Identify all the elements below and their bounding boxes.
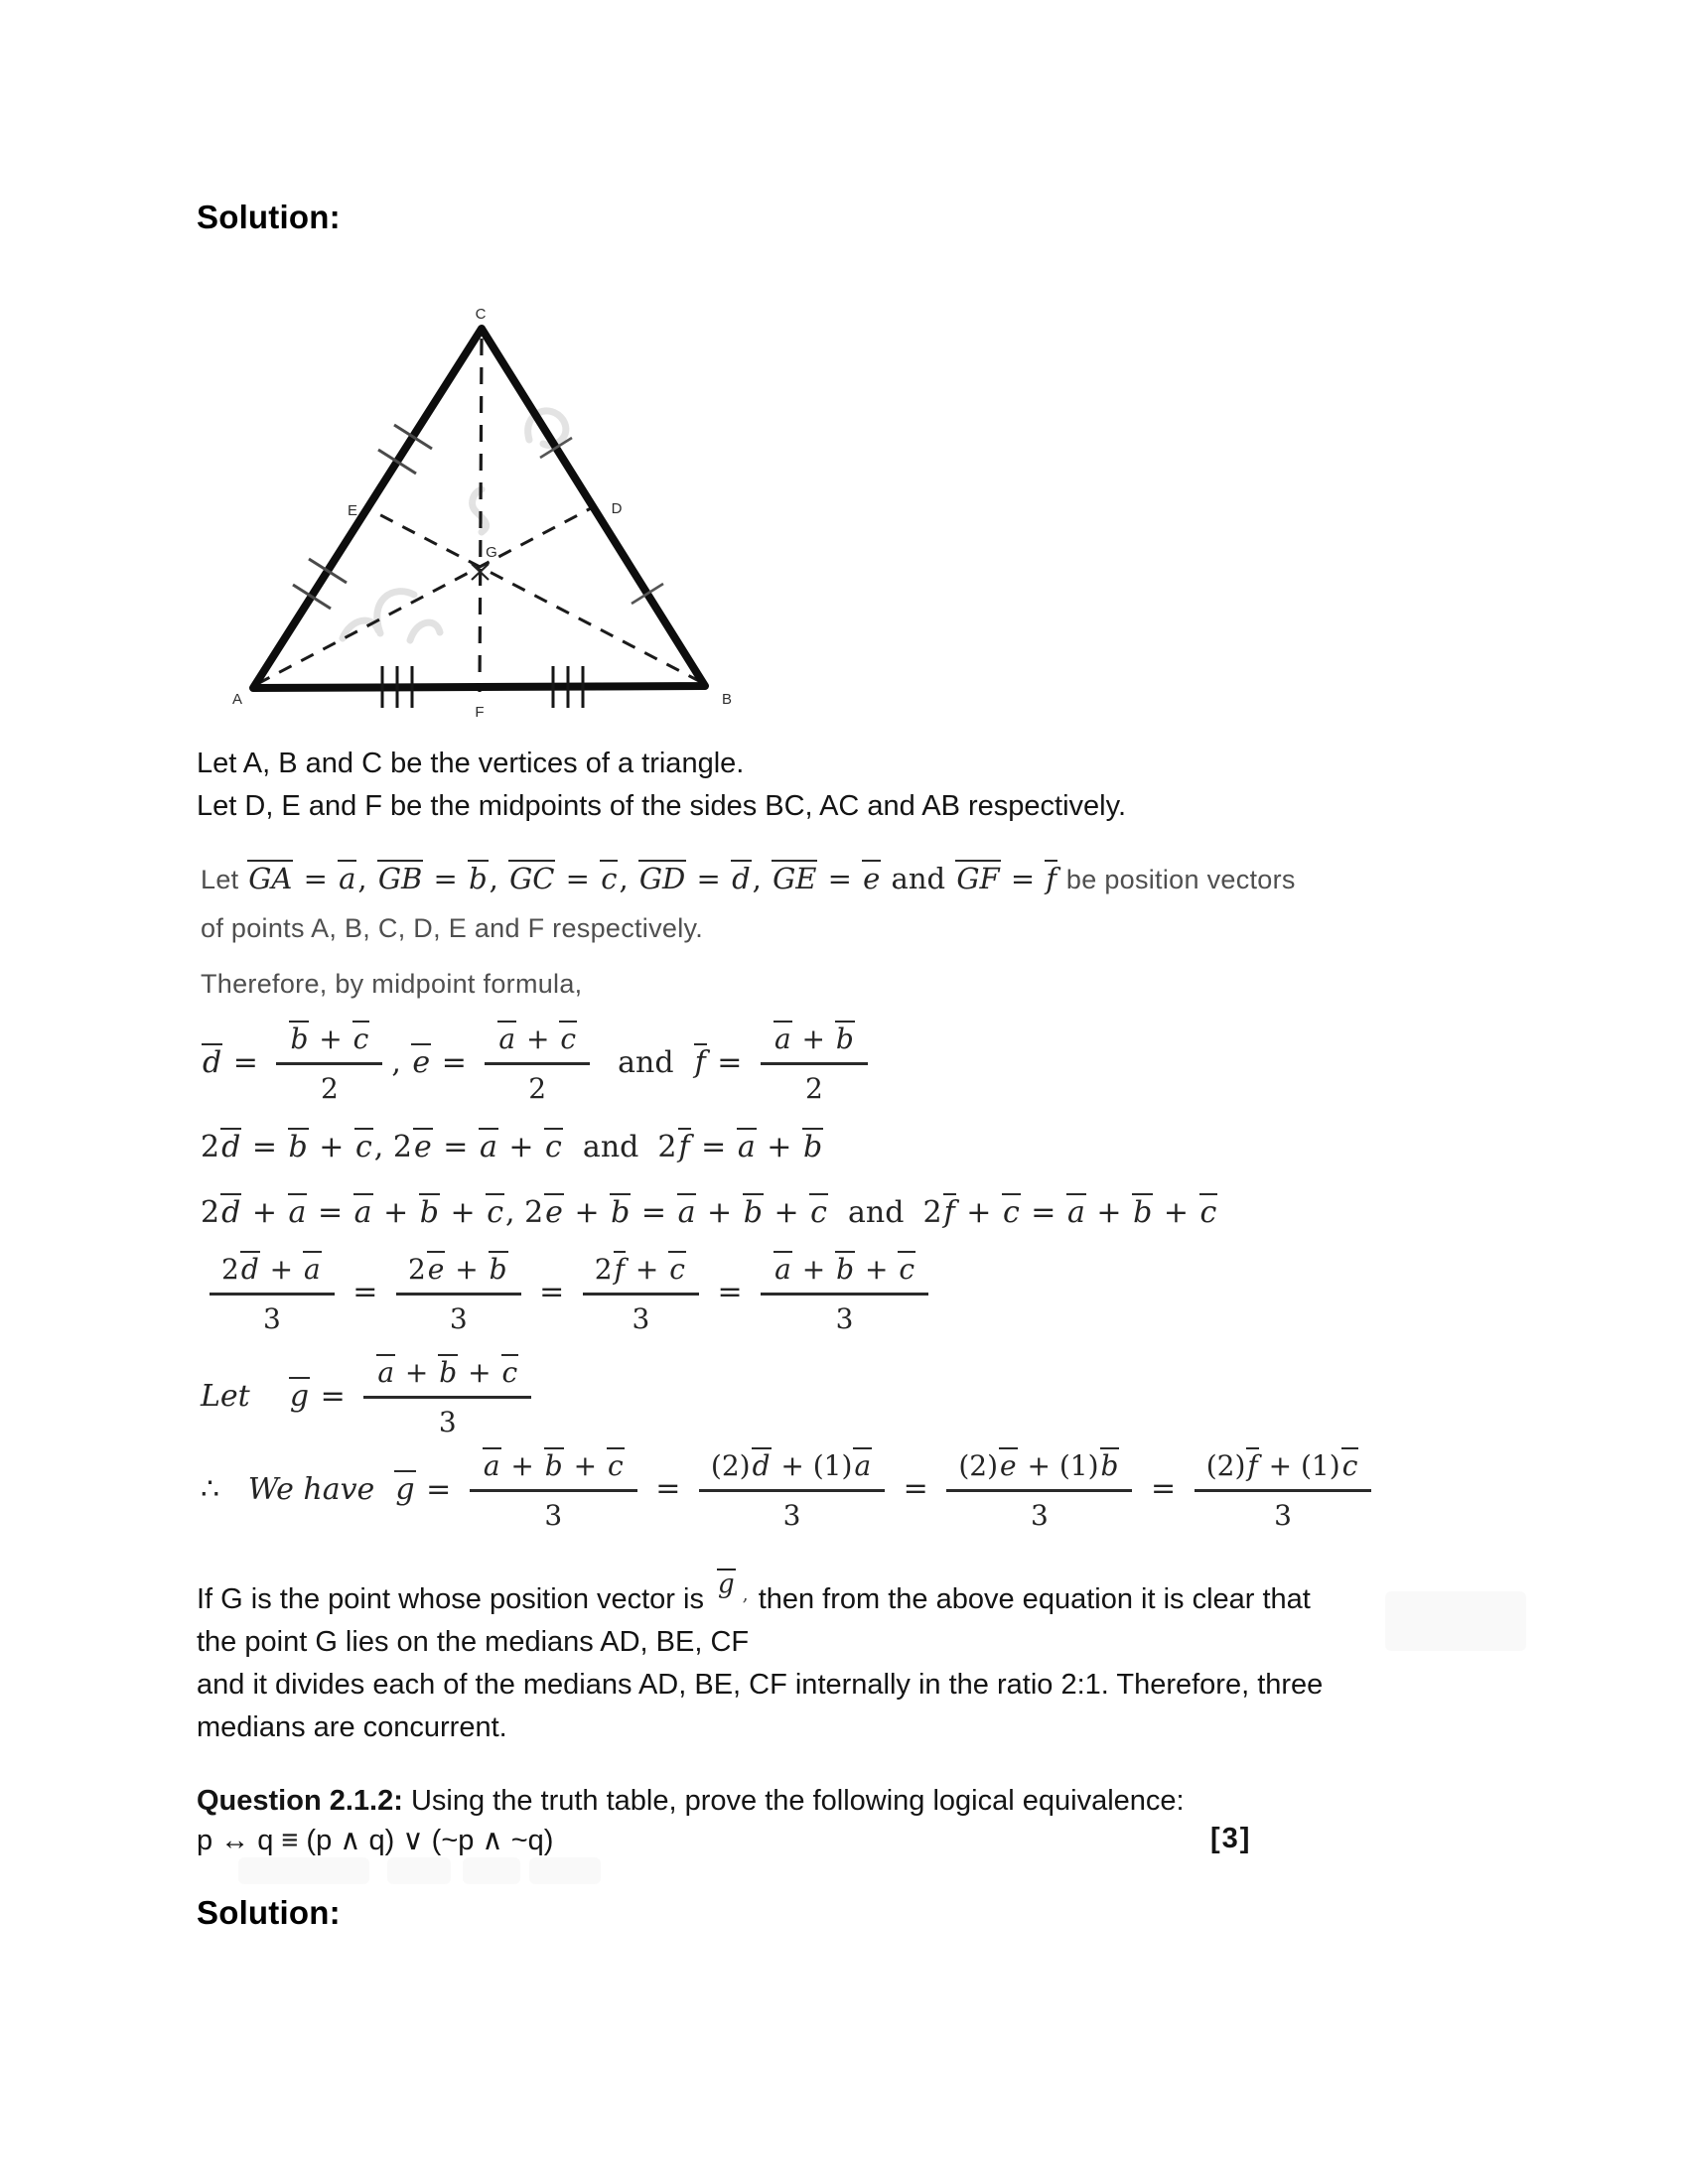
conclusion-line-3: and it divides each of the medians AD, BE, CF internally in the ratio 2:1. Therefore, three (197, 1669, 1324, 1701)
solution-heading-2: Solution: (197, 1894, 341, 1931)
midpoint-formula-line: Therefore, by midpoint formula, (201, 969, 583, 999)
scan-artifact (238, 1857, 369, 1884)
median-cf-dashed (480, 339, 482, 692)
equation-1: d = $\frac{b + c}{2}$ , e = $\frac{a + c}{2}$ and f = $\frac{a + b}{2}$ (201, 1019, 877, 1105)
equation-2: 2d = b + c, 2e = a + c and 2f = a + b (201, 1130, 823, 1164)
triangle-figure-svg (231, 291, 738, 720)
g-bar-superscript: g (717, 1570, 735, 1599)
marks-badge: [3] (1210, 1823, 1252, 1854)
points-line: of points A, B, C, D, E and F respectively. (201, 913, 704, 943)
triangle-centroid-figure (231, 291, 738, 720)
logic-formula: p ↔ q ≡ (p ∧ q) ∨ (~p ∧ ~q) (197, 1825, 554, 1856)
scan-artifact (529, 1857, 601, 1884)
scan-artifact (1385, 1591, 1526, 1651)
conclusion-line-1-after: then from the above equation it is clear that (758, 1583, 1311, 1615)
midpoint-label-f: F (475, 704, 485, 720)
intro-line-1: Let A, B and C be the vertices of a triangle. (197, 748, 745, 779)
midpoint-label-e: E (347, 502, 358, 519)
vertex-label-b: B (721, 691, 733, 708)
centroid-label-g: G (486, 544, 497, 561)
equation-5: Let g = $\frac{a + b + c}{3}$ (201, 1352, 540, 1438)
question-number-label: Question 2.1.2: (197, 1785, 403, 1817)
conclusion-line-1 (197, 1570, 1311, 1624)
ghost-scribbles (343, 411, 566, 640)
question-heading (197, 1780, 1185, 1823)
scan-artifact (463, 1857, 520, 1884)
g-superscript-comma: , (742, 1583, 749, 1605)
solution-heading-1: Solution: (197, 199, 341, 235)
scan-artifact (387, 1857, 451, 1884)
position-vectors-line: Let GA = a, GB = b, GC = c, GD = d, GE = e and GF = f be position vectors (201, 862, 1296, 895)
question-text: Using the truth table, prove the following logical equivalence: (402, 1785, 1185, 1817)
equation-6: ∴ We have g = $\frac{a + b + c}{3}$ = $\frac{(2)d + (1)a}{3}$ = $\frac{(2)e + (1)b}{3}$ = $\frac{(2)f + (1)c}{3}$ (201, 1445, 1380, 1532)
equation-3: 2d + a = a + b + c, 2e + b = a + b + c and 2f + c = a + b + c (201, 1195, 1217, 1230)
logic-formula-line (197, 1823, 1497, 1857)
equation-4: $\frac{2d + a}{3}$ = $\frac{2e + b}{3}$ = $\frac{2f + c}{3}$ = $\frac{a + b + c}{3}$ (201, 1249, 937, 1335)
conclusion-line-1-before: If G is the point whose position vector is (197, 1583, 704, 1615)
conclusion-line-4: medians are concurrent. (197, 1711, 507, 1743)
vertex-label-c: C (475, 306, 487, 323)
vertex-label-a: A (231, 691, 243, 708)
conclusion-line-2: the point G lies on the medians AD, BE, CF (197, 1626, 750, 1658)
midpoint-label-d: D (611, 500, 623, 517)
intro-line-2: Let D, E and F be the midpoints of the sides BC, AC and AB respectively. (197, 790, 1127, 822)
